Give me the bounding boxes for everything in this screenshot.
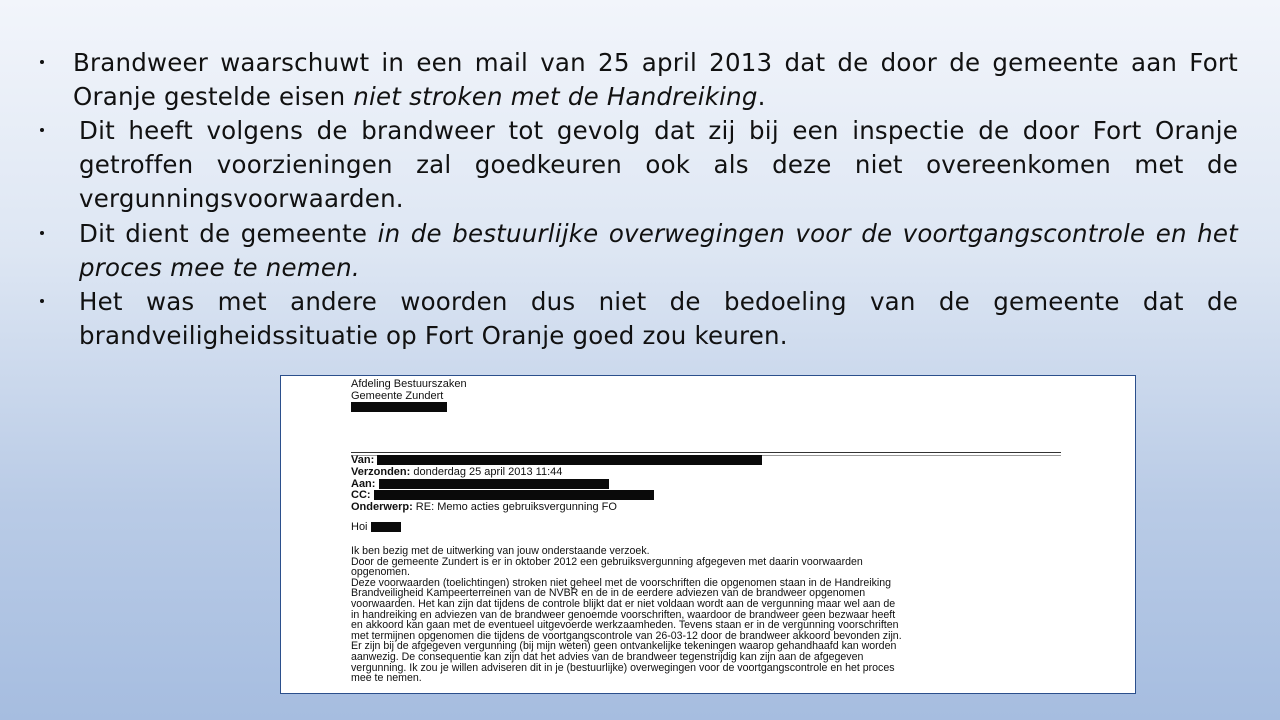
email-body-line: met termijnen opgenomen die tijdens de voortgangscontrole van 26-03-12 door de brandweer akkoord bevonden zijn. <box>351 629 902 642</box>
bullet-text: Dit dient de gemeente in de bestuurlijke overwegingen voor de voortgangscontrole en het proces mee te nemen. <box>79 219 1238 282</box>
bullet-dot <box>40 231 44 235</box>
redaction-bar <box>374 490 654 500</box>
email-body-line: Er zijn bij de afgegeven vergunning (bij mijn weten) geen ontvankelijke tekeningen waarop gehandhaafd kan worden <box>351 640 897 653</box>
subject-value: RE: Memo acties gebruiksvergunning FO <box>415 501 617 514</box>
redaction-bar <box>377 455 762 465</box>
to-label: Aan: <box>351 477 376 490</box>
bullet-text: Brandweer waarschuwt in een mail van 25 april 2013 dat de door de gemeente aan Fort Oranje gestelde eisen niet stroken met de Handreiking. <box>73 48 1238 111</box>
email-body-line: opgenomen. <box>351 566 410 579</box>
email-header <box>351 379 467 414</box>
email-body-line: Brandveiligheid Kampeerterreinen van de NVBR en de in de eerdere adviezen van de brandweer opgenomen <box>351 587 866 600</box>
email-body-line: voorwaarden. Het kan zijn dat tijdens de controle blijkt dat er niet voldaan wordt aan de vergunning maar wel aan de <box>351 597 896 610</box>
divider <box>351 452 1061 453</box>
email-scan-image <box>280 375 1136 694</box>
greeting: Hoi <box>351 522 401 534</box>
cc-label: CC: <box>351 489 371 502</box>
department-name: Afdeling Bestuurszaken <box>351 378 467 390</box>
email-meta <box>351 455 762 514</box>
sent-value: donderdag 25 april 2013 11:44 <box>413 465 563 478</box>
email-body-line: mee te nemen. <box>351 672 422 685</box>
email-body-line: vergunning. Ik zou je willen adviseren dit in je (bestuurlijke) overwegingen voor de voortgangscontrole en het proces <box>351 661 895 674</box>
email-body-line: aanwezig. De consequentie kan zijn dat het advies van de brandweer tegenstrijdig kan zijn aan de afgegeven <box>351 650 864 663</box>
email-body-line: in handreiking en adviezen van de brandweer genoemde voorschriften, waardoor de brandweer geen bezwaar heeft <box>351 608 896 621</box>
email-body-line: Deze voorwaarden (toelichtingen) stroken niet geheel met de voorschriften die opgenomen staan in de Handreiking <box>351 576 892 589</box>
bullet-dot <box>40 299 44 303</box>
sent-label: Verzonden: <box>351 465 411 478</box>
redaction-bar <box>371 522 401 532</box>
redaction-bar <box>351 402 447 412</box>
subject-label: Onderwerp: <box>351 501 413 514</box>
email-body-line: en akkoord kan gaan met de eventueel uitgevoerde werkzaamheden. Tevens staan er in de vergunning voorschriften <box>351 619 899 632</box>
municipality-name: Gemeente Zundert <box>351 389 444 402</box>
bullet-dot <box>40 60 44 64</box>
bullet-text: Dit heeft volgens de brandweer tot gevolg dat zij bij een inspectie de door Fort Oranje getroffen voorzieningen zal goedkeuren ook als deze niet overeenkomen met de vergunningsvoorwaarden. <box>79 116 1238 213</box>
from-label: Van: <box>351 454 375 466</box>
redaction-bar <box>379 479 609 489</box>
email-body <box>351 546 1061 684</box>
email-body-line: Door de gemeente Zundert is er in oktober 2012 een gebruiksvergunning afgegeven met daarin voorwaarden <box>351 555 863 568</box>
bullet-text: Het was met andere woorden dus niet de bedoeling van de gemeente dat de brandveiligheidssituatie op Fort Oranje goed zou keuren. <box>79 287 1238 350</box>
bullet-dot <box>40 128 44 132</box>
email-body-line: Ik ben bezig met de uitwerking van jouw onderstaande verzoek. <box>351 545 650 557</box>
